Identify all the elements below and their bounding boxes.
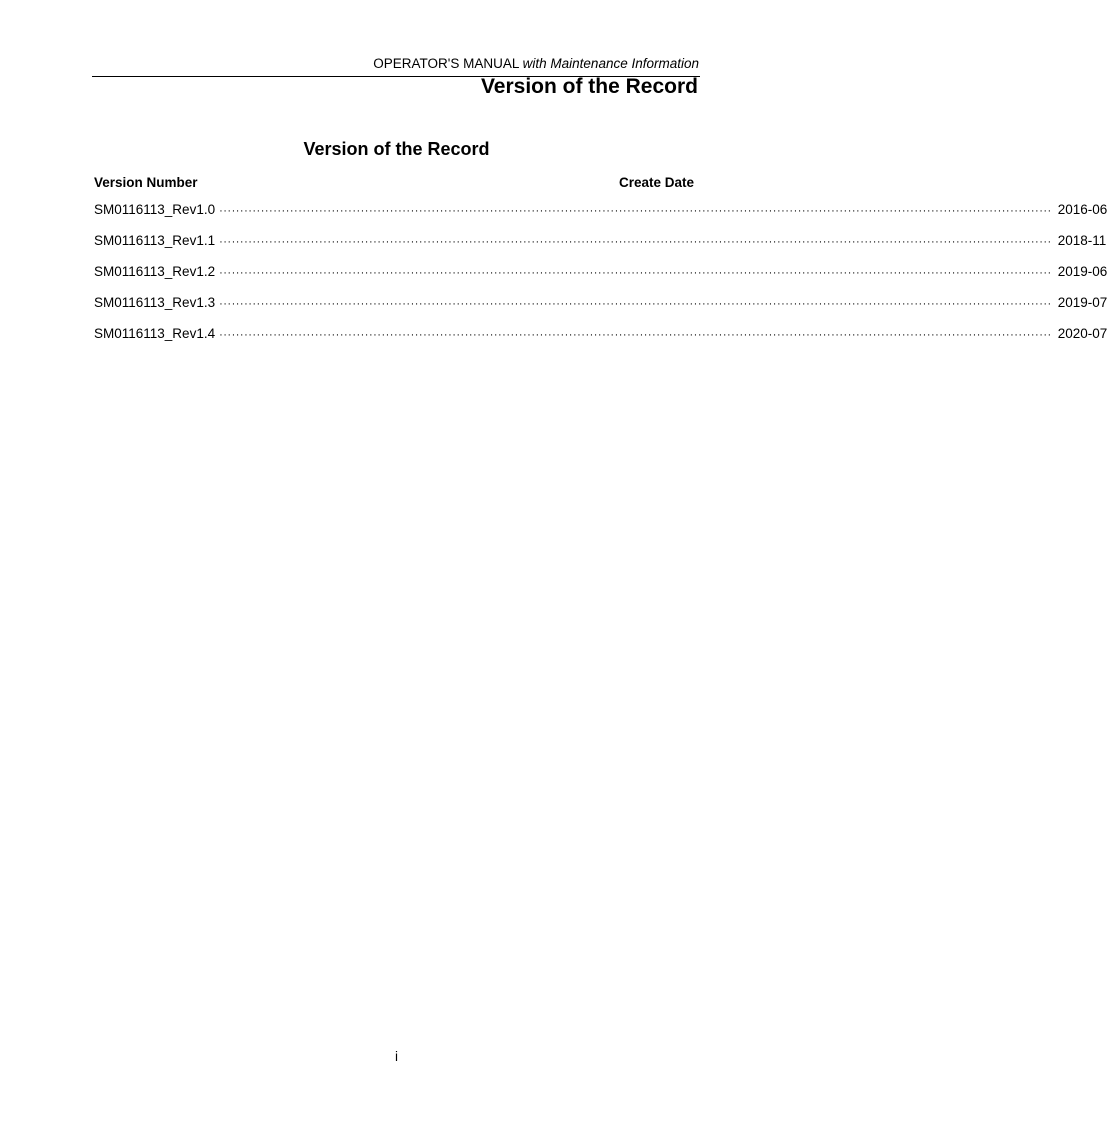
version-list xyxy=(94,202,1107,357)
section-title: Version of the Record xyxy=(303,139,490,159)
version-row xyxy=(94,326,1107,357)
version-number: SM0116113_Rev1.2 xyxy=(94,264,216,279)
create-date: 2019-06 xyxy=(1057,264,1107,279)
create-date: 2018-11 xyxy=(1057,233,1107,248)
version-number: SM0116113_Rev1.1 xyxy=(94,233,216,248)
version-row xyxy=(94,202,1107,233)
running-header xyxy=(373,56,699,71)
version-number: SM0116113_Rev1.0 xyxy=(94,202,216,217)
dot-leader: ········································································································································································································ xyxy=(219,236,1052,248)
version-row xyxy=(94,233,1107,264)
create-date: 2020-07 xyxy=(1057,326,1107,341)
version-number: SM0116113_Rev1.4 xyxy=(94,326,216,341)
column-header-version: Version Number xyxy=(94,175,198,190)
dot-leader: ········································································································································································································ xyxy=(219,267,1052,279)
dot-leader: ········································································································································································································ xyxy=(219,205,1052,217)
create-date: 2016-06 xyxy=(1057,202,1107,217)
dot-leader: ········································································································································································································ xyxy=(219,298,1052,310)
create-date: 2019-07 xyxy=(1057,295,1107,310)
page-number: i xyxy=(395,1049,398,1064)
version-row xyxy=(94,264,1107,295)
running-header-subtitle: with Maintenance Information xyxy=(522,56,699,71)
running-header-manual: OPERATOR'S MANUAL xyxy=(373,56,519,71)
running-header-title: Version of the Record xyxy=(480,75,698,98)
version-row xyxy=(94,295,1107,326)
version-number: SM0116113_Rev1.3 xyxy=(94,295,216,310)
column-header-date: Create Date xyxy=(618,175,694,190)
dot-leader: ········································································································································································································ xyxy=(219,329,1052,341)
